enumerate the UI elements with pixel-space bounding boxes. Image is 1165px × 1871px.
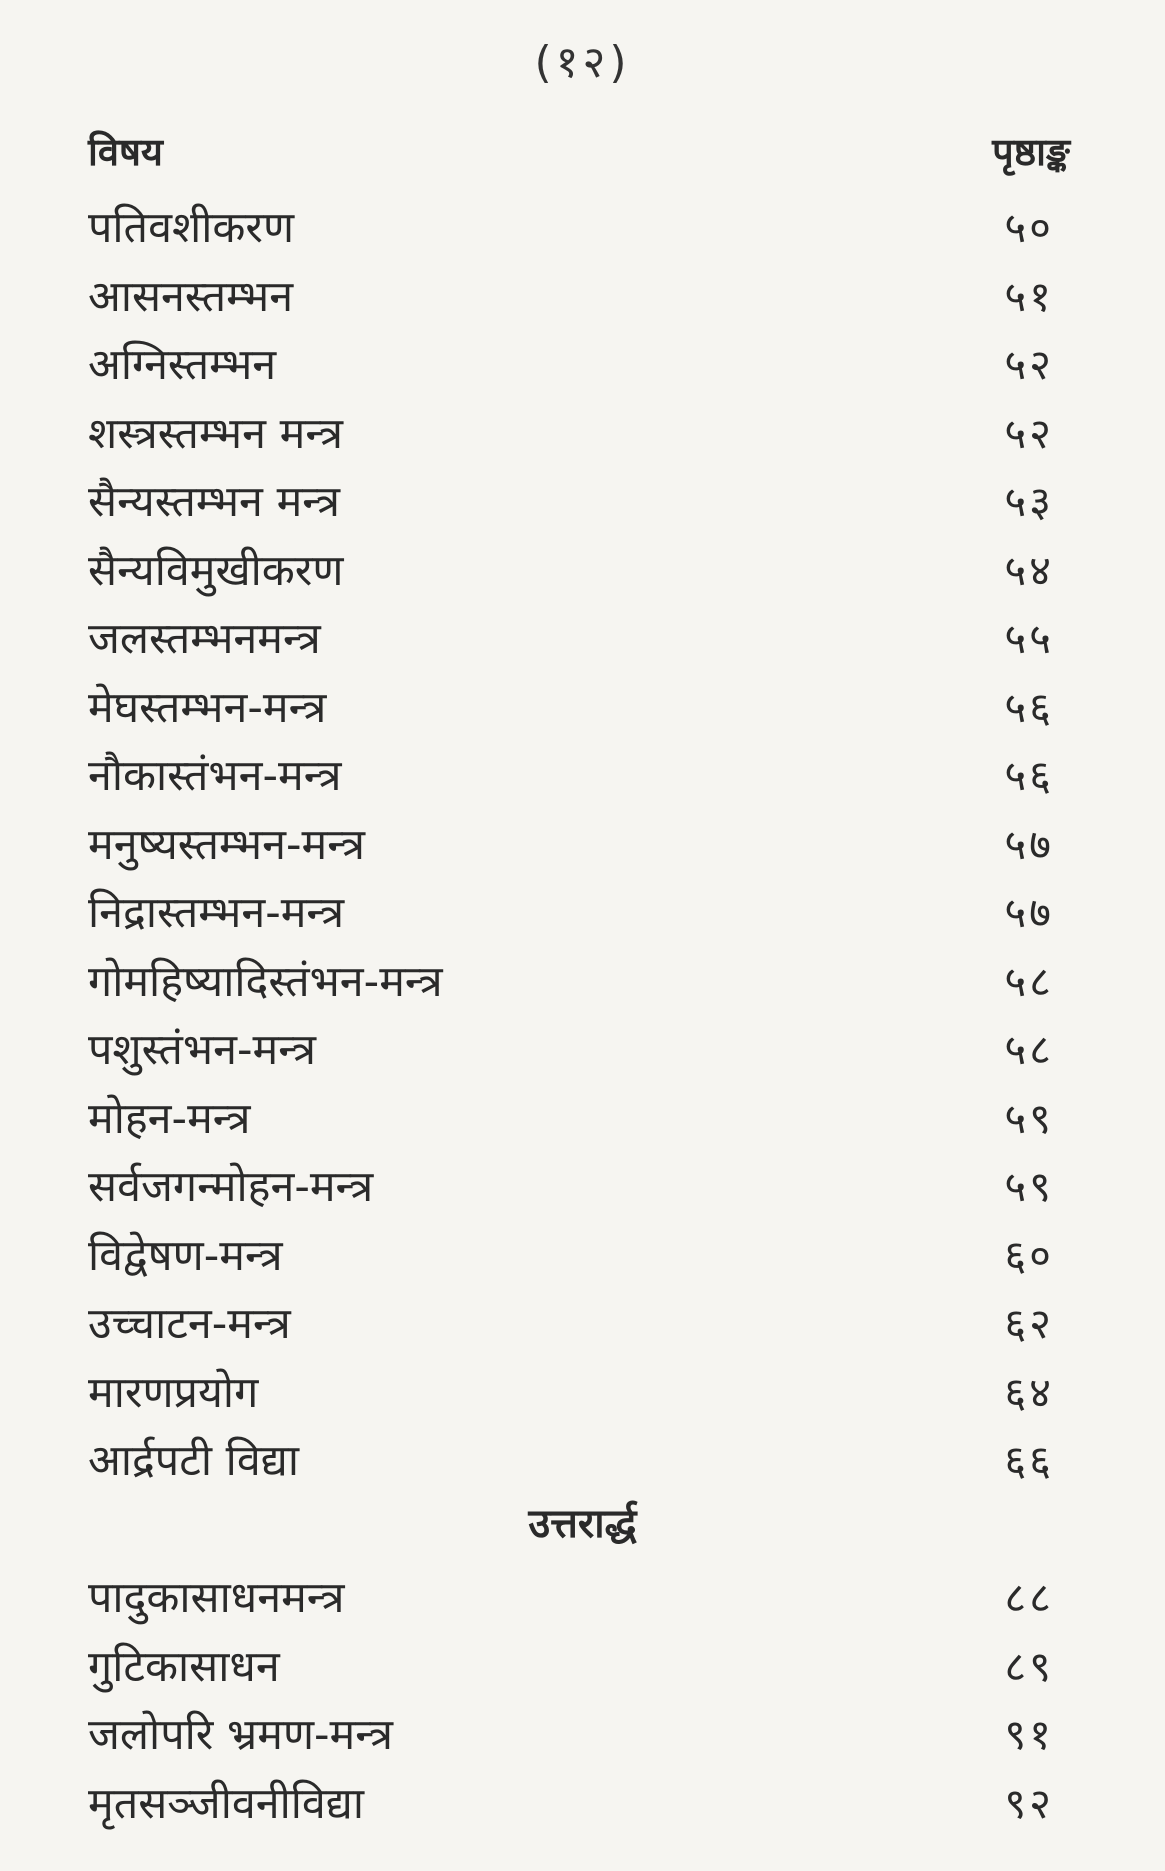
toc-entry-page: ८९ — [1004, 1641, 1054, 1691]
toc-entry-title: मनुष्यस्तम्भन-मन्त्र — [88, 819, 365, 870]
toc-row — [88, 1633, 1070, 1702]
toc-entry-page: ५८ — [1004, 956, 1054, 1006]
toc-row — [88, 194, 1070, 263]
toc-row — [88, 1564, 1070, 1633]
page-column-heading: पृष्ठाङ्क — [992, 130, 1070, 174]
toc-entry-title: निद्रास्तम्भन-मन्त्र — [88, 888, 345, 938]
toc-entry-title: आसनस्तम्भन — [88, 271, 294, 322]
toc-entry-title: मोहन-मन्त्र — [88, 1093, 251, 1144]
toc-entry-title: उच्चाटन-मन्त्र — [88, 1299, 291, 1349]
toc-entry-title: आर्द्रपटी विद्या — [88, 1436, 299, 1486]
toc-row — [88, 1153, 1070, 1222]
toc-row — [88, 331, 1070, 400]
toc-entry-page: ५६ — [1004, 682, 1054, 732]
toc-entry-page: ६० — [1004, 1230, 1054, 1280]
toc-entry-title: पशुस्तंभन-मन्त्र — [88, 1025, 316, 1075]
toc-entry-title: मेघस्तम्भन-मन्त्र — [88, 682, 327, 733]
toc-entry-page: ९१ — [1004, 1710, 1054, 1759]
toc-row — [88, 1359, 1070, 1428]
toc-row — [88, 1290, 1070, 1359]
toc-entry-title: विद्वेषण-मन्त्र — [88, 1230, 283, 1281]
toc-row — [88, 263, 1070, 332]
toc-list-part-1 — [88, 194, 1070, 1496]
toc-row — [88, 468, 1070, 537]
toc-entry-page: ५४ — [1004, 545, 1054, 595]
toc-entry-title: जलस्तम्भनमन्त्र — [88, 614, 321, 664]
toc-entry-page: ५१ — [1004, 271, 1054, 321]
toc-entry-title: पादुकासाधनमन्त्र — [88, 1573, 345, 1623]
toc-entry-page: ६४ — [1004, 1367, 1054, 1417]
toc-entry-page: ६६ — [1004, 1436, 1054, 1485]
toc-entry-title: सैन्यविमुखीकरण — [88, 545, 344, 596]
toc-entry-page: ५० — [1004, 203, 1054, 252]
toc-entry-title: नौकास्तंभन-मन्त्र — [88, 751, 342, 801]
toc-row — [88, 1427, 1070, 1496]
toc-row — [88, 879, 1070, 948]
toc-entry-page: ५५ — [1004, 614, 1054, 663]
toc-row — [88, 605, 1070, 674]
toc-list-part-2 — [88, 1564, 1070, 1838]
toc-entry-page: ५७ — [1004, 888, 1054, 937]
toc-entry-page: ९२ — [1004, 1778, 1054, 1828]
toc-entry-title: मृतसञ्जीवनीविद्या — [88, 1778, 365, 1829]
subject-column-heading: विषय — [88, 130, 163, 174]
toc-entry-title: जलोपरि भ्रमण-मन्त्र — [88, 1710, 393, 1760]
toc-row — [88, 1085, 1070, 1154]
toc-entry-page: ५९ — [1004, 1162, 1054, 1211]
toc-header — [88, 124, 1070, 180]
toc-entry-page: ८८ — [1004, 1573, 1054, 1622]
section-heading-uttarardh: उत्तरार्द्ध — [528, 1501, 637, 1547]
toc-entry-page: ५२ — [1004, 340, 1054, 389]
toc-entry-title: सर्वजगन्मोहन-मन्त्र — [88, 1162, 374, 1212]
toc-row — [88, 1222, 1070, 1291]
toc-entry-title: सैन्यस्तम्भन मन्त्र — [88, 477, 341, 527]
toc-row — [88, 742, 1070, 811]
toc-row — [88, 674, 1070, 743]
toc-entry-title: गुटिकासाधन — [88, 1641, 280, 1692]
toc-entry-title: शस्त्रस्तम्भन मन्त्र — [88, 408, 344, 459]
toc-entry-title: मारणप्रयोग — [88, 1367, 259, 1418]
toc-entry-title: पतिवशीकरण — [88, 203, 295, 253]
toc-entry-page: ६२ — [1004, 1299, 1054, 1348]
toc-entry-page: ५८ — [1004, 1025, 1054, 1074]
toc-row — [88, 1701, 1070, 1770]
toc-row — [88, 948, 1070, 1017]
toc-entry-page: ५७ — [1004, 819, 1054, 869]
toc-row — [88, 811, 1070, 880]
toc-row — [88, 400, 1070, 469]
toc-entry-page: ५६ — [1004, 751, 1054, 800]
toc-row — [88, 1016, 1070, 1085]
page-number: (१२) — [534, 37, 631, 88]
toc-row — [88, 537, 1070, 606]
toc-entry-page: ५९ — [1004, 1093, 1054, 1143]
toc-entry-page: ५३ — [1004, 477, 1054, 526]
toc-row — [88, 1770, 1070, 1839]
toc-entry-title: अग्निस्तम्भन — [88, 340, 277, 390]
toc-entry-title: गोमहिष्यादिस्तंभन-मन्त्र — [88, 956, 443, 1007]
toc-entry-page: ५२ — [1004, 408, 1054, 458]
